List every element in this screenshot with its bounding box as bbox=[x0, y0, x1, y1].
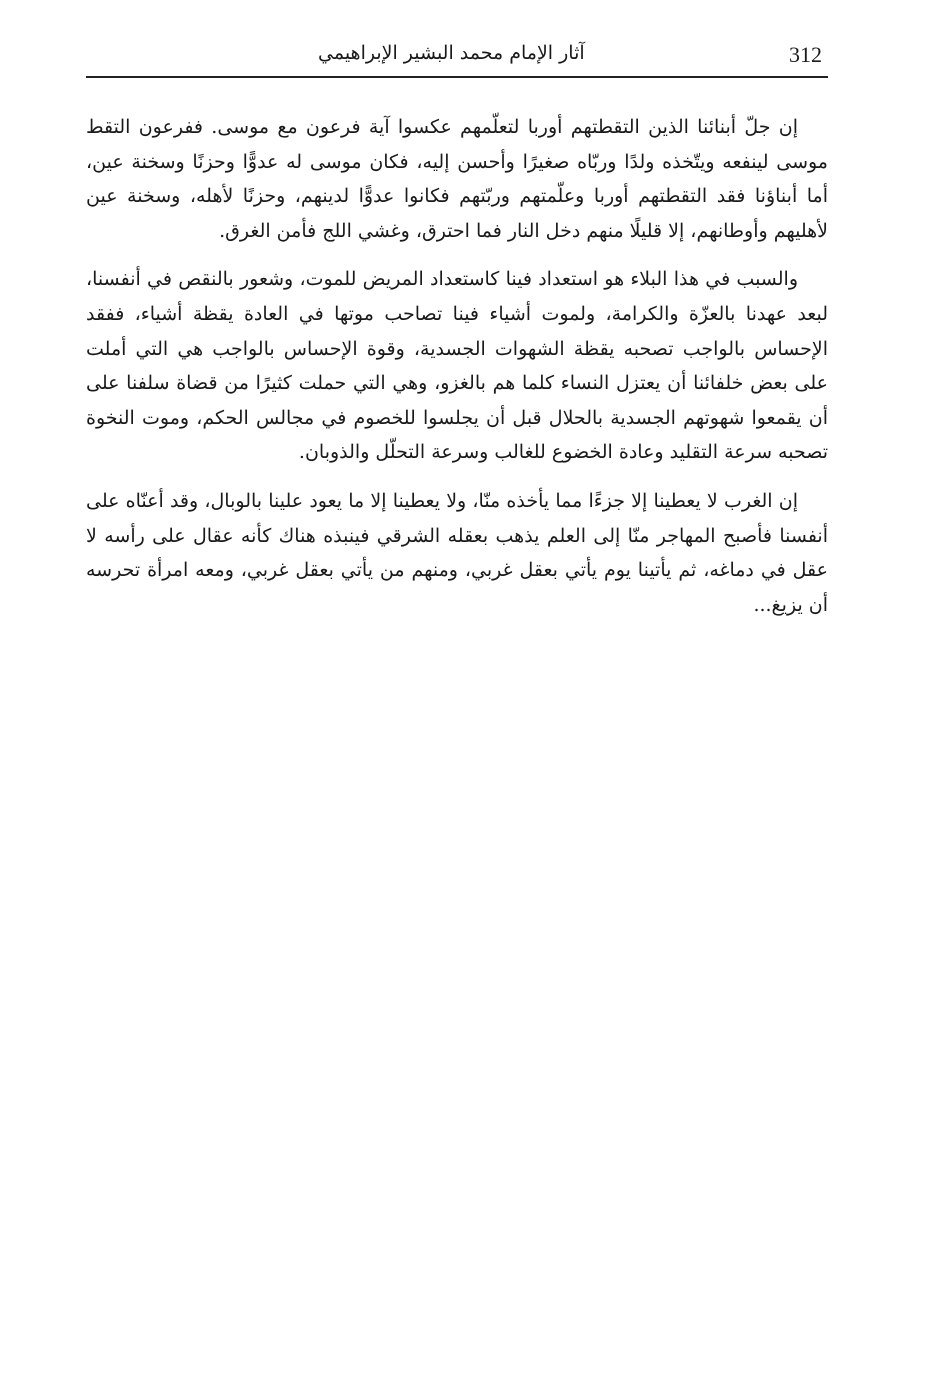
body-text bbox=[86, 110, 828, 636]
running-header bbox=[86, 40, 828, 80]
header-rule bbox=[86, 76, 828, 78]
paragraph-2: والسبب في هذا البلاء هو استعداد فينا كاستعداد المريض للموت، وشعور بالنقص في أنفسنا، لبعد عهدنا بالعزّة والكرامة، ولموت أشياء فينا تصاحب موتها في العادة يقظة أشياء، ففقد الإحساس بالواجب تصحبه يقظة الشهوات الجسدية، وقوة الإحساس بالواجب هي التي أملت على بعض خلفائنا أن يعتزل النساء كلما هم بالغزو، وهي التي حملت كثيرًا من قضاة سلفنا على أن يقمعوا شهوتهم الجسدية بالحلال قبل أن يجلسوا للخصوم في مجالس الحكم، وموت النخوة تصحبه سرعة التقليد وعادة الخضوع للغالب وسرعة التحلّل والذوبان. bbox=[86, 268, 828, 464]
paragraph-3: إن الغرب لا يعطينا إلا جزءًا مما يأخذه منّا، ولا يعطينا إلا ما يعود علينا بالوبال، وقد أعنّاه على أنفسنا فأصبح المهاجر منّا إلى العلم يذهب بعقله الشرقي فينبذه هناك كأنه عقال على رأسه لا عقل في دماغه، ثم يأتينا يوم يأتي بعقل غربي، ومنهم من يأتي بعقل غربي، ومعه امرأة تحرسه أن يزيغ... bbox=[86, 489, 828, 616]
page-number: 312 bbox=[789, 42, 822, 67]
book-title: آثار الإمام محمد البشير الإبراهيمي bbox=[318, 42, 585, 64]
paragraph-1: إن جلّ أبنائنا الذين التقطتهم أوربا لتعلّمهم عكسوا آية فرعون مع موسى. ففرعون التقط موسى لينفعه ويتّخذه ولدًا وربّاه صغيرًا وأحسن إليه، فكان موسى له عدوًّا وحزنًا وسخنة عين، أما أبناؤنا فقد التقطتهم أوربا وعلّمتهم وربّتهم فكانوا عدوًّا لدينهم، وحزنًا لأهله، وسخنة عين لأهليهم وأوطانهم، إلا قليلًا منهم دخل النار فما احترق، وغشي اللج فأمن الغرق. bbox=[86, 116, 828, 242]
